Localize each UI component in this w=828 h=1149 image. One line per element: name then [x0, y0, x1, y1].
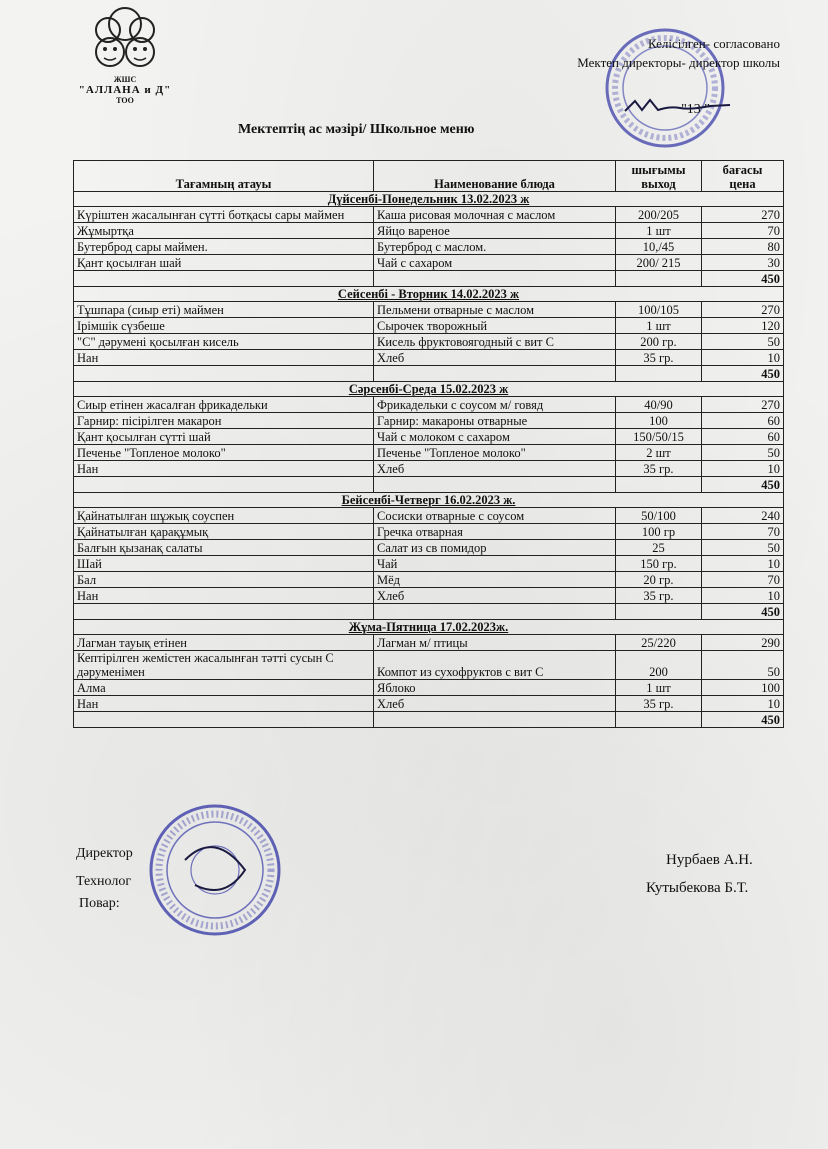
dish-name-kz: Қайнатылған шұжық соуспен	[74, 508, 374, 524]
dish-yield: 25	[616, 540, 702, 556]
dish-yield: 35 гр.	[616, 461, 702, 477]
dish-price: 70	[702, 524, 784, 540]
chef-logo-icon	[80, 4, 170, 74]
total-row	[74, 477, 784, 493]
dish-yield: 100 гр	[616, 524, 702, 540]
dish-yield: 200/ 215	[616, 255, 702, 271]
day-title: Дүйсенбі-Понедельник 13.02.2023 ж	[74, 192, 784, 207]
page-title: Мектептің ас мәзірі/ Школьное меню	[238, 122, 475, 137]
dish-name-kz: Күріштен жасалынған сүтті ботқасы сары маймен	[74, 207, 374, 223]
table-row	[74, 429, 784, 445]
dish-yield: 40/90	[616, 397, 702, 413]
dish-name-ru: Сырочек творожный	[374, 318, 616, 334]
dish-name-kz: Кептірілген жемістен жасалынған тәтті сусын С дәруменімен	[74, 651, 374, 680]
table-row	[74, 540, 784, 556]
day-title: Сәрсенбі-Среда 15.02.2023 ж	[74, 382, 784, 397]
day-title-row	[74, 192, 784, 207]
day-title-row	[74, 493, 784, 508]
dish-yield: 20 гр.	[616, 572, 702, 588]
total-blank	[74, 604, 374, 620]
dish-yield: 1 шт	[616, 223, 702, 239]
table-row	[74, 572, 784, 588]
table-row	[74, 556, 784, 572]
dish-price: 290	[702, 635, 784, 651]
total-blank	[74, 271, 374, 287]
logo-line2: "АЛЛАНА и Д"	[78, 84, 172, 96]
technologist-label: Технолог	[76, 874, 132, 889]
approval-date: "13 "	[681, 102, 710, 117]
total-row	[74, 271, 784, 287]
dish-yield: 1 шт	[616, 680, 702, 696]
day-total: 450	[702, 477, 784, 493]
logo-line1: ЖШС	[113, 75, 137, 84]
dish-yield: 200 гр.	[616, 334, 702, 350]
dish-price: 50	[702, 334, 784, 350]
dish-name-ru: Хлеб	[374, 696, 616, 712]
header-yield-ru: выход	[641, 177, 676, 191]
menu-body	[74, 192, 784, 728]
dish-name-kz: Жұмыртқа	[74, 223, 374, 239]
dish-name-ru: Фрикадельки с соусом м/ говяд	[374, 397, 616, 413]
approval-line2: Мектеп директоры- директор школы	[577, 55, 780, 70]
company-logo	[70, 4, 180, 124]
dish-yield: 1 шт	[616, 318, 702, 334]
total-blank	[374, 271, 616, 287]
dish-name-kz: Қант қосылған сүтті шай	[74, 429, 374, 445]
dish-price: 50	[702, 445, 784, 461]
day-title-row	[74, 382, 784, 397]
table-header-row	[74, 161, 784, 192]
dish-price: 50	[702, 540, 784, 556]
dish-name-kz: Нан	[74, 588, 374, 604]
dish-yield: 10,/45	[616, 239, 702, 255]
technologist-name: Кутыбекова Б.Т.	[646, 880, 749, 896]
dish-name-kz: Бал	[74, 572, 374, 588]
table-row	[74, 588, 784, 604]
dish-name-kz: Қайнатылған қарақұмық	[74, 524, 374, 540]
director-signature-icon	[620, 96, 740, 116]
dish-name-kz: Лагман тауық етінен	[74, 635, 374, 651]
total-blank	[616, 712, 702, 728]
header-yield-kz: шығымы	[631, 163, 686, 177]
total-blank	[616, 477, 702, 493]
dish-name-kz: Гарнир: пісірілген макарон	[74, 413, 374, 429]
total-row	[74, 366, 784, 382]
table-row	[74, 696, 784, 712]
dish-price: 270	[702, 207, 784, 223]
dish-price: 10	[702, 556, 784, 572]
table-row	[74, 651, 784, 680]
table-row	[74, 239, 784, 255]
dish-yield: 35 гр.	[616, 350, 702, 366]
logo-line3: ТОО	[116, 96, 134, 105]
dish-name-kz: Нан	[74, 461, 374, 477]
total-row	[74, 712, 784, 728]
dish-price: 70	[702, 572, 784, 588]
dish-price: 80	[702, 239, 784, 255]
dish-yield: 35 гр.	[616, 588, 702, 604]
dish-name-ru: Каша рисовая молочная с маслом	[374, 207, 616, 223]
total-blank	[374, 712, 616, 728]
total-blank	[74, 712, 374, 728]
cook-label: Повар:	[79, 896, 120, 911]
day-title: Сейсенбі - Вторник 14.02.2023 ж	[74, 287, 784, 302]
dish-price: 100	[702, 680, 784, 696]
day-total: 450	[702, 712, 784, 728]
day-total: 450	[702, 604, 784, 620]
header-price-kz: бағасы	[722, 163, 763, 177]
table-row	[74, 350, 784, 366]
dish-yield: 35 гр.	[616, 696, 702, 712]
total-blank	[374, 604, 616, 620]
dish-name-ru: Мёд	[374, 572, 616, 588]
dish-yield: 100/105	[616, 302, 702, 318]
dish-name-kz: Бутерброд сары маймен.	[74, 239, 374, 255]
table-row	[74, 413, 784, 429]
header-ru-name: Наименование блюда	[374, 161, 616, 192]
dish-yield: 150 гр.	[616, 556, 702, 572]
dish-name-ru: Лагман м/ птицы	[374, 635, 616, 651]
dish-name-ru: Бутерброд с маслом.	[374, 239, 616, 255]
table-row	[74, 524, 784, 540]
day-title-row	[74, 620, 784, 635]
dish-name-ru: Печенье "Топленое молоко"	[374, 445, 616, 461]
dish-yield: 200	[616, 651, 702, 680]
table-row	[74, 255, 784, 271]
total-blank	[616, 366, 702, 382]
dish-price: 50	[702, 651, 784, 680]
total-blank	[74, 366, 374, 382]
dish-price: 270	[702, 397, 784, 413]
dish-yield: 50/100	[616, 508, 702, 524]
dish-name-ru: Яйцо вареное	[374, 223, 616, 239]
dish-name-ru: Чай с молоком с сахаром	[374, 429, 616, 445]
dish-name-ru: Яблоко	[374, 680, 616, 696]
header-price	[702, 161, 784, 192]
dish-name-kz: Қант қосылған шай	[74, 255, 374, 271]
dish-name-kz: Алма	[74, 680, 374, 696]
table-row	[74, 397, 784, 413]
dish-price: 270	[702, 302, 784, 318]
dish-yield: 150/50/15	[616, 429, 702, 445]
director-label: Директор	[76, 846, 133, 861]
dish-name-ru: Хлеб	[374, 350, 616, 366]
dish-name-ru: Чай с сахаром	[374, 255, 616, 271]
dish-yield: 2 шт	[616, 445, 702, 461]
dish-name-kz: Балғын қызанақ салаты	[74, 540, 374, 556]
dish-name-kz: Нан	[74, 350, 374, 366]
dish-price: 10	[702, 588, 784, 604]
dish-price: 10	[702, 350, 784, 366]
menu-table	[73, 160, 784, 728]
dish-yield: 25/220	[616, 635, 702, 651]
dish-name-kz: Печенье "Топленое молоко"	[74, 445, 374, 461]
dish-name-ru: Гречка отварная	[374, 524, 616, 540]
dish-name-kz: Нан	[74, 696, 374, 712]
dish-name-ru: Сосиски отварные с соусом	[374, 508, 616, 524]
dish-price: 70	[702, 223, 784, 239]
total-blank	[74, 477, 374, 493]
table-row	[74, 445, 784, 461]
dish-name-ru: Пельмени отварные с маслом	[374, 302, 616, 318]
dish-yield: 100	[616, 413, 702, 429]
day-title: Жұма-Пятница 17.02.2023ж.	[74, 620, 784, 635]
dish-yield: 200/205	[616, 207, 702, 223]
dish-name-kz: Ірімшік сүзбеше	[74, 318, 374, 334]
dish-name-ru: Чай	[374, 556, 616, 572]
header-price-ru: цена	[729, 177, 756, 191]
table-row	[74, 223, 784, 239]
total-row	[74, 604, 784, 620]
total-blank	[374, 366, 616, 382]
table-row	[74, 461, 784, 477]
total-blank	[374, 477, 616, 493]
table-row	[74, 318, 784, 334]
dish-name-kz: Шай	[74, 556, 374, 572]
company-seal-icon	[145, 800, 285, 940]
dish-price: 120	[702, 318, 784, 334]
dish-name-ru: Компот из сухофруктов с вит С	[374, 651, 616, 680]
dish-name-ru: Гарнир: макароны отварные	[374, 413, 616, 429]
total-blank	[616, 604, 702, 620]
dish-price: 60	[702, 413, 784, 429]
table-row	[74, 207, 784, 223]
day-title: Бейсенбі-Четверг 16.02.2023 ж.	[74, 493, 784, 508]
table-row	[74, 508, 784, 524]
total-blank	[616, 271, 702, 287]
header-yield	[616, 161, 702, 192]
day-total: 450	[702, 366, 784, 382]
dish-name-kz: Тұшпара (сиыр еті) маймен	[74, 302, 374, 318]
approval-line1: Келісілген- согласовано	[647, 36, 780, 51]
dish-name-ru: Кисель фруктовоягодный с вит С	[374, 334, 616, 350]
dish-price: 10	[702, 461, 784, 477]
dish-name-ru: Хлеб	[374, 588, 616, 604]
table-row	[74, 302, 784, 318]
header-kz-name: Тағамның атауы	[74, 161, 374, 192]
day-total: 450	[702, 271, 784, 287]
dish-name-kz: "С" дәрумені қосылған кисель	[74, 334, 374, 350]
dish-price: 30	[702, 255, 784, 271]
dish-name-ru: Салат из св помидор	[374, 540, 616, 556]
table-row	[74, 334, 784, 350]
dish-name-ru: Хлеб	[374, 461, 616, 477]
director-name: Нурбаев А.Н.	[666, 852, 753, 868]
day-title-row	[74, 287, 784, 302]
dish-price: 240	[702, 508, 784, 524]
table-row	[74, 635, 784, 651]
dish-price: 10	[702, 696, 784, 712]
dish-name-kz: Сиыр етінен жасалған фрикадельки	[74, 397, 374, 413]
approval-block	[540, 34, 780, 119]
table-row	[74, 680, 784, 696]
dish-price: 60	[702, 429, 784, 445]
